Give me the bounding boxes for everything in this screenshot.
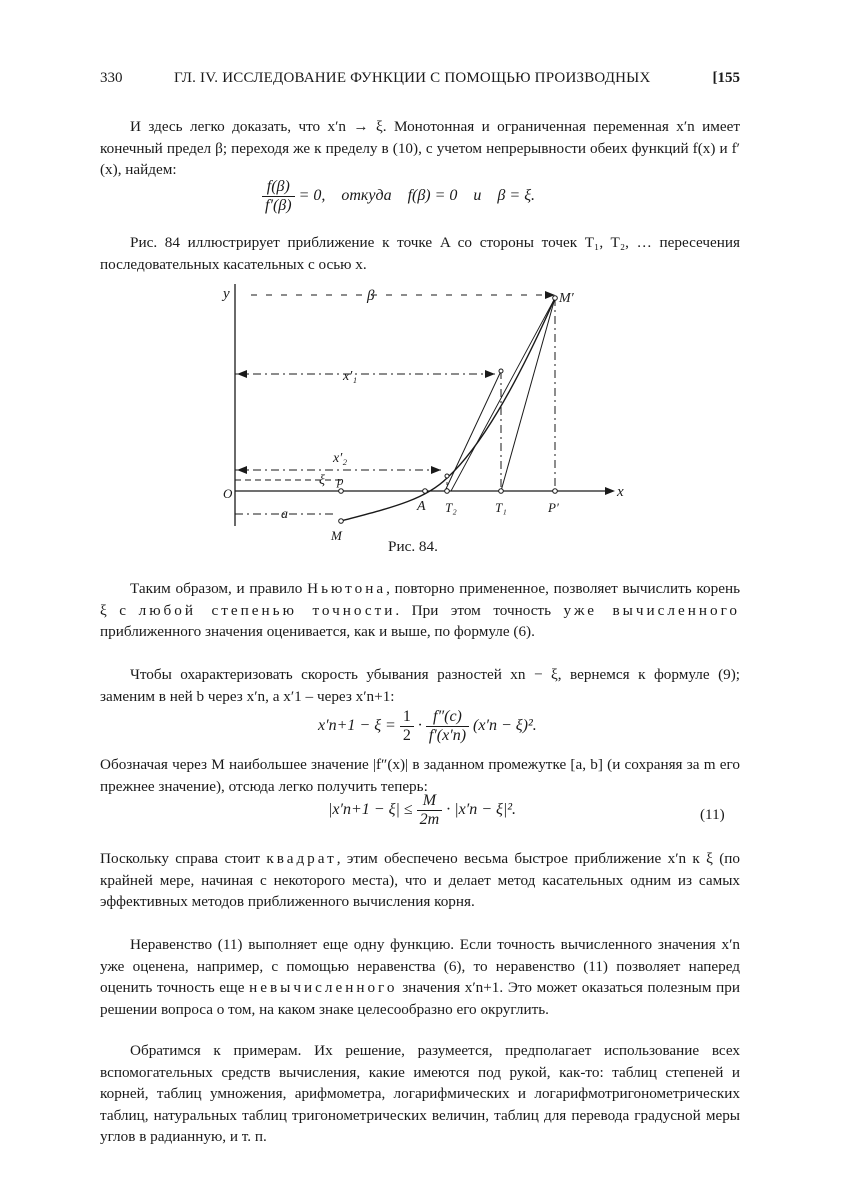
text-span: Неравенство (11) выполняет еще одну функцию. Если точность вычисленного значения x′n уже оценена, например, с помощью неравенства (6), то неравенство (11) позволяет наперед оценить точность еще <box>100 936 740 996</box>
text-span: Поскольку справа стоит <box>100 850 261 867</box>
spaced-name-newton: Ньютона <box>307 580 387 597</box>
equation-number-11: (11) <box>700 806 725 823</box>
eq11-rhs: · |x′n − ξ|². <box>446 801 517 819</box>
label-M: M <box>331 528 342 543</box>
label-M-prime: M′ <box>559 291 574 306</box>
x-axis-arrow <box>605 487 615 495</box>
fraction-denominator: 2m <box>419 811 440 828</box>
running-header <box>100 70 740 92</box>
fraction-half <box>400 708 414 745</box>
fraction-numerator: M <box>417 792 443 811</box>
text-span: . При этом точность <box>395 601 551 619</box>
point-A-marker <box>423 489 428 494</box>
label-origin: O <box>223 486 233 501</box>
text-span: Таким образом, и правило <box>130 580 303 597</box>
fraction-f-beta <box>262 178 295 215</box>
running-title: ГЛ. IV. ИССЛЕДОВАНИЕ ФУНКЦИИ С ПОМОЩЬЮ ПРОИЗВОДНЫХ <box>174 70 651 86</box>
equation-limit <box>262 178 535 215</box>
point-M-marker <box>339 519 344 524</box>
label-a: a <box>281 507 288 522</box>
text-span: , повторно примененное, позволяет вычислить корень ξ с <box>100 580 741 619</box>
tangent-2 <box>445 371 501 491</box>
point-T1-marker <box>499 489 504 494</box>
function-curve <box>341 298 555 521</box>
tangent-point-2-marker <box>445 474 449 478</box>
equation-11 <box>328 792 516 829</box>
label-x: x <box>617 484 624 500</box>
fraction-numerator: f(β) <box>262 178 295 197</box>
fraction-derivatives <box>426 708 469 745</box>
fraction-numerator: 1 <box>400 708 414 727</box>
paragraph-inequality <box>100 934 740 1020</box>
spaced-emphasis: любой степенью точности <box>138 601 396 619</box>
figure-caption: Рис. 84. <box>388 538 438 555</box>
figure-84 <box>215 278 625 548</box>
label-P-prime: P′ <box>548 500 559 515</box>
label-xi: ξ <box>319 473 325 488</box>
fraction-denominator: f′(β) <box>265 197 292 214</box>
label-x1-prime: x′₁ <box>343 369 358 384</box>
fraction-denominator: f′(x′n) <box>428 727 467 744</box>
section-number: [155 <box>712 70 740 86</box>
label-T2: T₂ <box>445 500 457 515</box>
point-T2-marker <box>445 489 450 494</box>
paragraph-figure-intro: Рис. 84 иллюстрирует приближение к точке A со стороны точек T₁, T₂, … пересечения последовательных касательных с осью x. <box>100 234 740 273</box>
fraction-M-2m <box>417 792 443 829</box>
tangent-1b <box>451 298 555 491</box>
tangent-1 <box>501 298 555 491</box>
paragraph-differences: Чтобы охарактеризовать скорость убывания разностей xn − ξ, вернемся к формуле (9); заменим в ней b через x′n, а x′1 – через x′n+1: <box>100 666 740 705</box>
paragraph-examples: Обратимся к примерам. Их решение, разумеется, предполагает использование всех вспомогательных средств вычисления, какие имеются под рукой, как-то: таблиц степеней и корней, таблиц умножения, арифмометра, логарифмических и логарифмотригонометрических таблиц, натуральных таблиц тригонометрических величин, таблиц для перевода градусной меры углов в радианную, и т. п. <box>100 1042 740 1145</box>
text-span: значения x′n+1. Это может оказаться полезным при решении вопроса о том, на каком знаке целесообразно его округлить. <box>100 979 741 1018</box>
point-p-marker <box>339 489 344 494</box>
spaced-emphasis: квадрат <box>266 850 337 867</box>
paragraph-limit: И здесь легко доказать, что x′n → ξ. Монотонная и ограниченная переменная x′n имеет конечный предел β; переходя же к пределу в (10), с учетом непрерывности обеих функций f(x) и f′(x), найдем: <box>100 118 740 178</box>
label-y: y <box>223 286 230 302</box>
point-M-prime-marker <box>553 296 558 301</box>
paragraph-newton <box>100 578 740 643</box>
label-p: p <box>337 473 344 488</box>
spaced-emphasis: невычисленного <box>249 979 398 996</box>
eq9-lhs: x′n+1 − ξ = <box>318 717 396 735</box>
equation-limit-rest: = 0, откуда f(β) = 0 и β = ξ. <box>298 187 536 205</box>
label-T1: T₁ <box>495 500 507 515</box>
eq9-dot: · <box>417 717 422 735</box>
label-x2-prime: x′₂ <box>333 451 348 466</box>
fraction-denominator: 2 <box>402 727 411 744</box>
equation-9-modified <box>318 708 537 745</box>
page-number: 330 <box>100 70 123 86</box>
point-P-prime-marker <box>553 489 558 494</box>
spaced-emphasis: уже вычисленного <box>563 601 741 619</box>
text-span: , этим обеспечено весьма быстрое приближение x′n к ξ (по крайней мере, начиная с некоторого места), что и делает метод касательных одним из самых эффективных методов приближенного вычисления корня. <box>100 850 740 910</box>
label-A: A <box>417 499 426 514</box>
paragraph-square <box>100 848 740 913</box>
label-beta: β <box>367 288 375 304</box>
eq11-lhs: |x′n+1 − ξ| ≤ <box>328 801 413 819</box>
tangent-point-marker <box>499 369 503 373</box>
fraction-numerator: f″(c) <box>426 708 469 727</box>
paragraph-estimate: Обозначая через M наибольшее значение |f″(x)| в заданном промежутке [a, b] (и сохраняя за m его прежнее значение), отсюда легко получить теперь: <box>100 756 740 795</box>
text-span: приближенного значения оценивается, как и выше, по формуле (6). <box>100 623 535 640</box>
eq9-rhs: (x′n − ξ)². <box>473 717 537 735</box>
